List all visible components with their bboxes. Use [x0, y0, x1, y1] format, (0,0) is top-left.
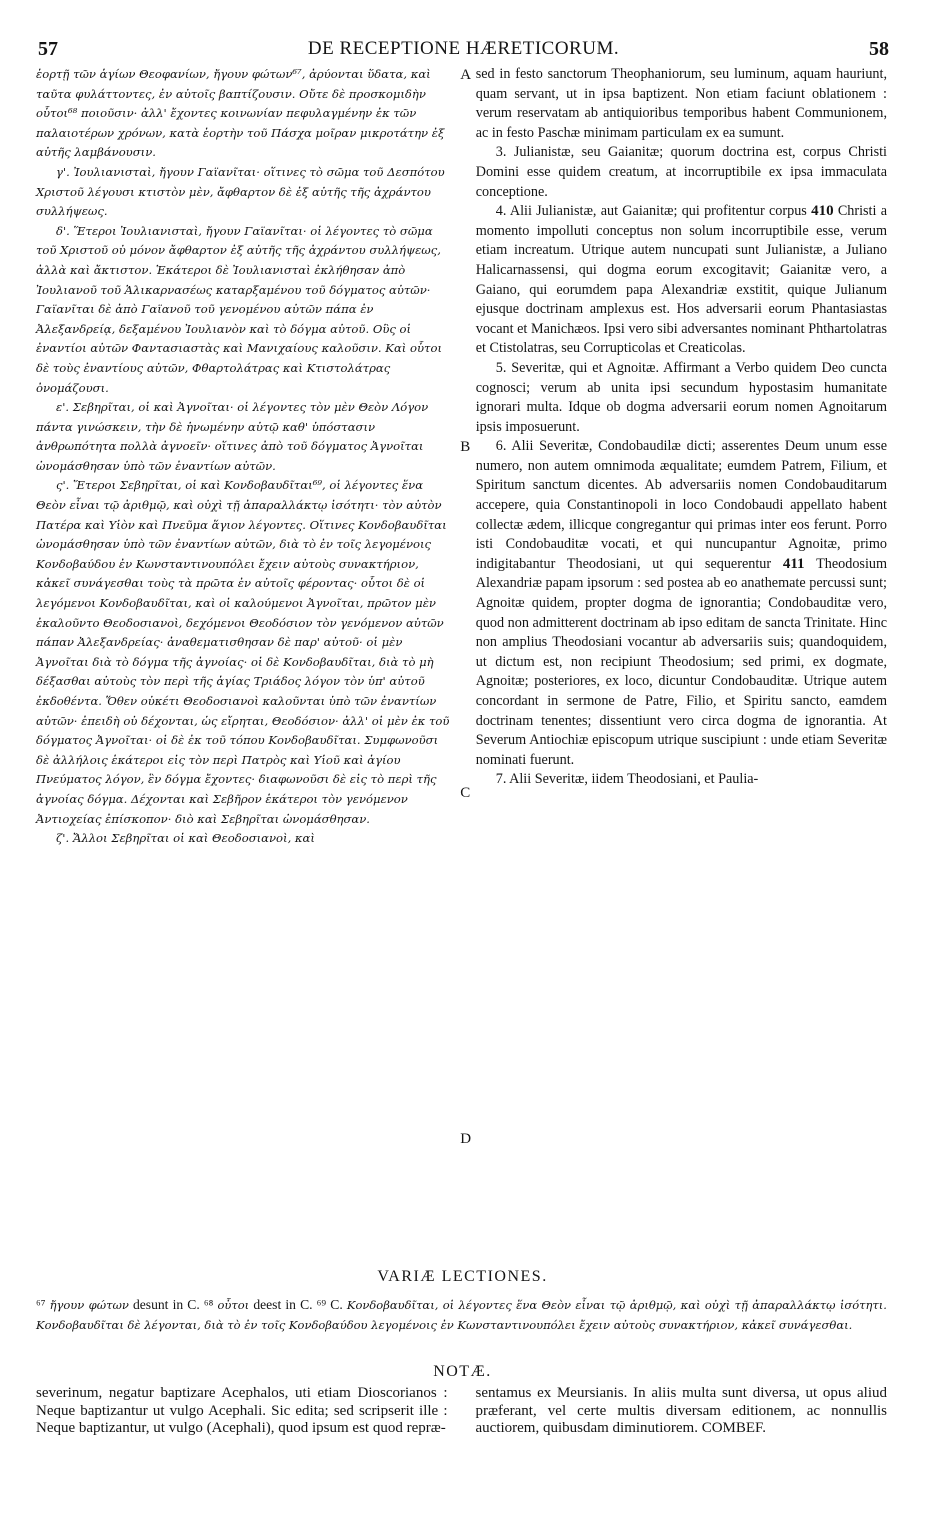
page-number-left: 57	[38, 37, 58, 60]
footnote-number: ⁶⁸	[203, 1297, 214, 1312]
greek-paragraph: ζ'. Ἄλλοι Σεβηρῖται οἱ καὶ Θεοδοσιανοὶ, καὶ	[56, 831, 315, 846]
column-number: 411	[782, 555, 805, 572]
margin-letter-b: B	[460, 439, 471, 455]
greek-paragraph: γ'. Ἰουλιανισταὶ, ἤγουν Γαϊανῖται· οἵτινες τὸ σῶμα τοῦ Δεσπότου Χριστοῦ λέγουσι κτιστὸν μὲν, ἄφθαρτον δὲ ἐξ αὐτῆς τῆς ἀχράντου συλλήψεως.	[36, 164, 445, 219]
greek-paragraph: ε'. Σεβηρῖται, οἱ καὶ Ἀγνοῖται· οἱ λέγοντες τὸν μὲν Θεὸν Λόγον πάντα γινώσκειν, τὴν δὲ ἡνωμένην αὐτῷ καθ' ὑπόστασιν ἀνθρωπότητα πολλὰ ἀγνοεῖν· οἵτινες ἀπὸ τοῦ δόγματος Ἀγνοῖται ὠνομάσθησαν ὑπὸ τῶν ἐναντίων αὐτῶν.	[36, 400, 429, 473]
parallel-text-columns	[36, 65, 888, 1147]
latin-column	[476, 65, 887, 849]
footnote-number: ⁶⁹	[316, 1297, 327, 1312]
footnote-text: deest in C.	[253, 1297, 313, 1312]
footnote-text: desunt in C.	[132, 1297, 200, 1312]
margin-letter-a: A	[460, 67, 472, 83]
latin-paragraph: sed in festo sanctorum Theophaniorum, seu luminum, aquam hauriunt, quam servant, ut in ipsa baptizent. Non etiam faciunt oblationem : verum reservatam ab antiquioribus temporibus habent Communionem, ac in festo Paschæ minimam particulam ex ea sumunt.	[475, 66, 887, 141]
margin-letter-c: C	[460, 785, 471, 801]
notae-right-column: sentamus ex Meursianis. In aliis multa sunt diversa, ut opus aliud præferant, vel certe multis diversam editionem, ac nonnullis auctiorem, quibusdam diminutiorem. COMBEF.	[475, 1385, 887, 1436]
greek-paragraph: δ'. Ἕτεροι Ἰουλιανισταὶ, ἤγουν Γαϊανῖται· οἱ λέγοντες τὸ σῶμα τοῦ Χριστοῦ οὐ μόνον ἄφθαρτον ἐξ αὐτῆς τῆς ἀχράντου συλλήψεως, ἀλλὰ καὶ ἄκτιστον. Ἑκάτεροι δὲ Ἰουλιανισταὶ ἐκλήθησαν ἀπὸ Ἰουλιανοῦ τοῦ Ἁλικαρνασέως καταρξαμένου τοῦ δόγματος αὐτῶν· Γαϊανῖται δὲ ἀπὸ Γαϊανοῦ τοῦ γενομένου αὐτῶν πάπα ἐν Ἀλεξανδρείᾳ, δεξαμένου Ἰουλιανὸν καὶ τὸ δόγμα αὐτοῦ. Οὓς οἱ ἐναντίοι αὐτῶν Φαντασιαστὰς καὶ Μανιχαίους καλοῦσιν. Καὶ οὗτοι δὲ τοὺς ἐναντίους αὐτῶν, Φθαρτολάτρας καὶ Κτιστολάτρας ὀνομάζουσι.	[36, 223, 442, 395]
notae-left-column: severinum, negatur baptizare Acephalos, uti etiam Dioscorianos : Neque baptizantur ut vulgo Acephali. Sic edita; sed scripserit ille : Neque baptizantur, ut vulgo (Acephali), quod ipsum est quod repræ-	[36, 1385, 448, 1436]
latin-paragraph	[476, 437, 887, 770]
footnote-greek: οὗτοι	[217, 1298, 250, 1312]
latin-paragraph: 3. Julianistæ, seu Gaianitæ; quorum doctrina est, corpus Christi Domini esse quidem creatum, at incorruptibile ex ipsa immaculata conceptione.	[475, 144, 887, 200]
running-title: DE RECEPTIONE HÆRETICORUM.	[307, 38, 620, 59]
greek-paragraph: ἑορτῇ τῶν ἁγίων Θεοφανίων, ἤγουν φώτων⁶⁷, ἀρύονται ὕδατα, καὶ ταῦτα φυλάττοντες, ἐν αὐτοῖς βαπτίζουσιν. Οὔτε δὲ προσκομιδὴν οὗτοι⁶⁸ ποιοῦσιν· ἀλλ' ἔχοντες κοινωνίαν πεφυλαγμένην ἐκ τῶν παλαιοτέρων χρόνων, κατὰ ἑορτὴν τοῦ Πάσχα μοῖραν μικροτάτην ἐξ αὐτῆς λαμβάνουσιν.	[36, 67, 445, 160]
greek-paragraph: ς'. Ἕτεροι Σεβηρῖται, οἱ καὶ Κονδοβαυδῖται⁶⁹, οἱ λέγοντες ἕνα Θεὸν εἶναι τῷ ἀριθμῷ, καὶ οὐχὶ τῇ ἀπαραλλάκτῳ ἰσότητι· τὸν αὐτὸν Πατέρα καὶ Υἱὸν καὶ Πνεῦμα ἅγιον λέγοντες. Οἵτινες Κονδοβαυδῖται ὠνομάσθησαν ὑπὸ τῶν ἐναντίων αὐτῶν, διὰ τὸ ἐν τοῖς λεγομένοις Κονδοβαύδου ἐν Κωνσταντινουπόλει ἔχειν αὐτοὺς συνακτήριον, κἀκεῖ συνάγεσθαι τοὺς τὰ πρῶτα ἐν αὐτοῖς φέροντας· οὗτοι δὲ οἱ λεγόμενοι Κονδοβαυδῖται, καὶ οἱ καλούμενοι Ἀγνοῖται, πρῶτον μὲν ἐκαλοῦντο Θεοδοσιανοὶ, δεχόμενοι Θεοδόσιον τὸν γενόμενον αὐτῶν πάπαν Ἀλεξανδρείας· ἀναθεματισθησαν δὲ παρ' αὐτοῦ· οἱ μὲν Ἀγνοῖται διὰ τὸ δόγμα τῆς ἀγνοίας· οἱ δὲ Κονδοβαυδῖται, διὰ τὸ μὴ δέξασθαι αὐτοὺς τὸν περὶ τῆς ἁγίας Τριάδος λόγον τὸν ὑπ' αὐτοῦ ἐκδοθέντα. Ὅθεν οὐκέτι Θεοδοσιανοὶ καλοῦνται ὑπὸ τῶν ἐναντίων αὐτῶν· ἐπειδὴ οὐ δέχονται, ὡς εἴρηται, Θεοδόσιον· ἀλλ' οἱ μὲν ἐκ τοῦ δόγματος Ἀγνοῖται· οἱ δὲ ἐκ τοῦ τόπου Κονδοβαυδῖται. Συμφωνοῦσι δὲ ἀλλήλοις ἑκάτεροι εἰς τὸν περὶ Πατρὸς καὶ Υἱοῦ καὶ ἁγίου Πνεύματος λόγον, ἓν δόγμα ἔχοντες· διαφωνοῦσι δὲ εἰς τὸ περὶ τῆς ἀγνοίας δόγμα. Δέχονται καὶ Σεβῆρον ἑκάτεροι τὸν γενόμενον Ἀντιοχείας ἐπίσκοπον· διὸ καὶ Σεβηρῖται ὠνομάσθησαν.	[36, 478, 450, 826]
footnote-number: ⁶⁷	[36, 1297, 46, 1312]
latin-paragraph: 5. Severitæ, qui et Agnoitæ. Affirmant a Verbo quidem Deo cuncta cognosci; verum ab unita ipsi secundum hypostasim humanitate ignorari multa. Idque ob dogma adversarii eorum nomen Agnoitarum ipsis imposuerunt.	[475, 359, 887, 435]
latin-text: Theodosium Alexandriæ papam ipsorum : sed postea ab eo anathemate percussi sunt; Agnoitæ quidem, propter dogma de ignorantia; Condobauditæ vero, quod non admitterent doctrinam ab ipso editam de sancta Trinitate. Hinc non amplius Theodosiani vocantur ab adversariis suis; quandoquidem, ut dictum est, non recipiunt Theodosium; sed primi, ex dogmate, Agnoitæ; posteriores, ex loco, dicuntur Condobauditæ. Utrique autem concordant in sermone de Patre, Filio, et Spiritu sancto, eamdem doctrinam tenentes; dissentiunt vero circa dogma de ignorantia. At Severum Antiochiæ episcopum utrique suscipiunt : unde etiam Severitæ nominati fuerunt.	[475, 555, 888, 768]
latin-paragraph: 7. Alii Severitæ, iidem Theodosiani, et Paulia-	[495, 771, 759, 788]
footnote-greek: ἤγουν φώτων	[49, 1298, 129, 1312]
latin-paragraph	[476, 202, 887, 359]
footnote-text: C.	[330, 1297, 343, 1312]
footnote-greek: Κονδοβαυδῖται, οἱ λέγοντες ἕνα Θεὸν εἶναι τῷ ἀριθμῷ, καὶ οὐχὶ τῇ ἀπαραλλάκτῳ ἰσότητι. Κονδοβαυδῖται δὲ λέγονται, διὰ τὸ ἐν τοῖς Κονδοβαύδου λεγομένοις ἐν Κωνσταντινουπόλει ἔχειν αὐτοὺς συνακτήριον, κἀκεῖ συνάγεσθαι.	[36, 1298, 887, 1332]
notae-body	[36, 1385, 887, 1438]
page-number-right: 58	[868, 37, 889, 60]
latin-text: 6. Alii Severitæ, Condobaudilæ dicti; asserentes Deum unum esse numero, non autem omnimoda æqualitate; eumdem Patrem, Filium, et Spiritum sanctum dicentes. Ab adversariis nomen Condobauditarum accepere, quia Constantinopoli in loco Condobaudi appellato habent collectæ ædem, illicque congregantur qui primas inter eos ferunt. Porro isti Condobauditæ vocati, et qui nuncupantur Agnoitæ, primo indigitabantur Theodosiani, ut qui sequerentur	[475, 438, 887, 572]
page-header	[38, 34, 889, 64]
latin-text: Christi a momento impolluti conceptus non solum incorruptibile esse, verum etiam increatum. Utrique autem nuncupati sunt Julianistæ, a Juliano Halicarnassensi, qui dogma eorum excogitavit; Gaianitæ vero, a Gaiano, qui eorumdem papa Alexandriæ exstitit, quique Julianum ejusque doctrinam amplexus est. Hos adversarii eorum Phantasiastas vocant et Manichæos. Ipsi vero sibi adversantes nominant Phthartolatras et Ctistolatras, seu Corrupticolas et Creaticolas.	[475, 203, 887, 357]
notae-heading: NOTÆ.	[433, 1363, 492, 1380]
variae-lectiones-heading: VARIÆ LECTIONES.	[377, 1268, 548, 1285]
margin-letter-d: D	[460, 1131, 472, 1147]
margin-letters	[454, 65, 476, 1147]
variae-lectiones-body	[36, 1295, 887, 1335]
greek-column	[36, 65, 454, 849]
column-number: 410	[811, 203, 834, 220]
latin-text: 4. Alii Julianistæ, aut Gaianitæ; qui profitentur corpus	[495, 203, 807, 220]
